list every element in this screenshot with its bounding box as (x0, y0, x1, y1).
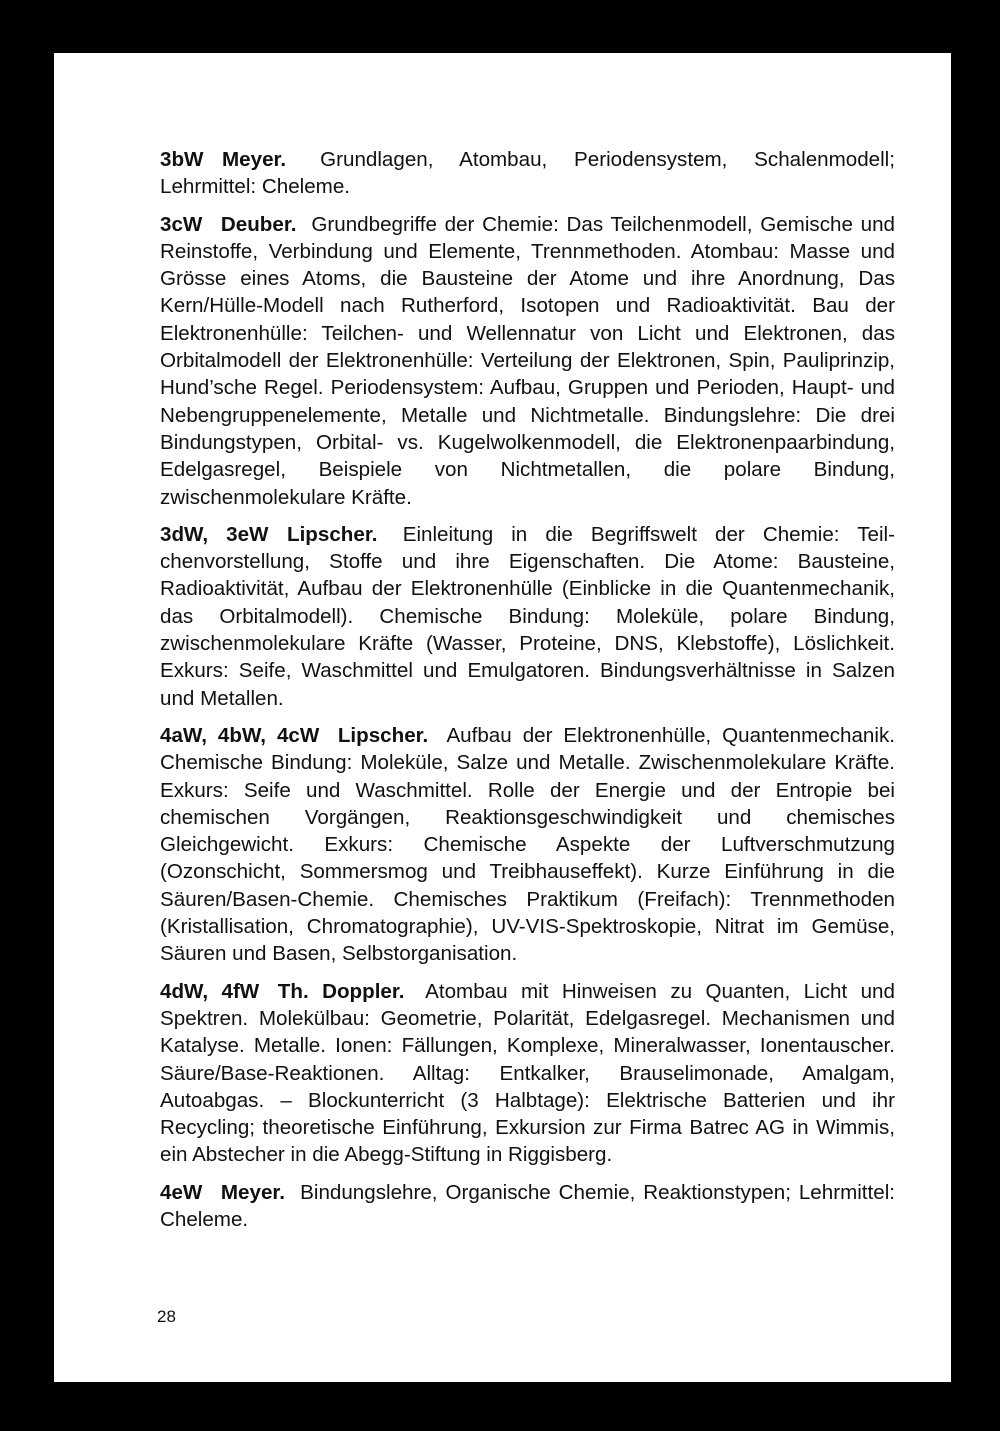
course-description: Aufbau der Elektronenhülle, Quantenmechanik. Chemische Bindung: Moleküle, Salze und Metalle. Zwischenmolekulare Kräfte. Exkurs: Seife und Waschmittel. Rolle der Energie und der Entropie bei chemischen Vorgängen, Reaktionsgeschwindigkeit und chemisches Gleichgewicht. Exkurs: Chemische Aspekte der Luftverschmutzung (Ozonschicht, Sommersmog und Treibhauseffekt). Kurze Einführung in die Säuren/Basen-Chemie. Chemisches Praktikum (Freifach): Trennmethoden (Kristallisation, Chromatographie), UV-VIS-Spektroskopie, Nitrat im Gemüse, Säuren und Basen, Selbstorganisation. (160, 723, 895, 966)
teacher-name: Lipscher. (337, 723, 429, 747)
course-list (160, 146, 895, 1243)
course-entry-3bw (160, 146, 895, 201)
course-description: Atombau mit Hinweisen zu Quanten, Licht und Spektren. Molekülbau: Geometrie, Polarität, Edelgasregel. Mechanismen und Katalyse. Metalle. Ionen: Fällungen, Komplexe, Mineralwasser, Ionentauscher. Säure/Base-Reaktionen. Alltag: Entkalker, Brauselimonade, Amalgam, Autoabgas. – Blockunterricht (3 Halbtage): Elektrische Batterien und ihr Recycling; theoretische Einführung, Exkursion zur Firma Batrec AG in Wimmis, ein Abstecher in die Abegg-Stiftung in Riggisberg. (160, 979, 895, 1167)
page-number: 28 (157, 1307, 176, 1326)
course-entry-3cw (160, 211, 895, 511)
class-label: 3bW (160, 148, 204, 171)
teacher-name: Lipscher. (287, 522, 378, 546)
course-entry-4ew (160, 1179, 895, 1234)
teacher-name: Deuber. (220, 212, 297, 236)
course-description: Einleitung in die Begriffswelt der Chemie: Teilchenvorstellung, Stoffe und ihre Eigenschaften. Die Atome: Bausteine, Radioaktivität, Aufbau der Elektronenhülle (Einblicke in die Quantenmechanik, das Orbitalmodell). Chemische Bindung: Moleküle, polare Bindung, zwischenmolekulare Kräfte (Wasser, Proteine, DNS, Klebstoffe), Löslichkeit. Exkurs: Seife, Waschmittel und Emulgatoren. Bindungsverhältnisse in Salzen und Metallen. (160, 522, 895, 710)
teacher-name: Th. Doppler. (277, 979, 405, 1003)
teacher-name: Meyer. (222, 148, 287, 171)
class-label: 4aW, 4bW, 4cW (160, 723, 320, 747)
class-label: 4eW (160, 1180, 203, 1204)
class-label: 4dW, 4fW (160, 979, 260, 1003)
course-entry-4dw-4fw (160, 978, 895, 1169)
course-entry-3dw-3ew (160, 521, 895, 712)
class-label: 3dW, 3eW (160, 522, 269, 546)
document-page (54, 53, 951, 1382)
class-label: 3cW (160, 212, 203, 236)
course-description: Grundlagen, Atombau, Periodensystem, Schalenmodell; Lehrmittel: Cheleme. (160, 148, 895, 199)
teacher-name: Meyer. (220, 1180, 286, 1204)
course-description: Bindungslehre, Organische Chemie, Reaktionstypen; Lehrmittel: Cheleme. (160, 1180, 895, 1231)
course-entry-4aw-4bw-4cw (160, 722, 895, 968)
course-description: Grundbegriffe der Chemie: Das Teilchenmodell, Gemische und Reinstoffe, Verbindung und Elemente, Trennmethoden. Atombau: Masse und Grösse eines Atoms, die Bausteine der Atome und ihre Anordnung, Das Kern/Hülle-Modell nach Rutherford, Isotopen und Radioaktivität. Bau der Elektronenhülle: Teilchen- und Wellennatur von Licht und Elektronen, das Orbitalmodell der Elektronenhülle: Verteilung der Elektronen, Spin, Pauliprinzip, Hund’sche Regel. Periodensystem: Aufbau, Gruppen und Perioden, Haupt- und Nebengruppenelemente, Metalle und Nichtmetalle. Bindungslehre: Die drei Bindungstypen, Orbital- vs. Kugelwolkenmodell, die Elektronenpaarbindung, Edelgasregel, Beispiele von Nichtmetallen, die polare Bindung, zwischenmolekulare Kräfte. (160, 212, 895, 509)
